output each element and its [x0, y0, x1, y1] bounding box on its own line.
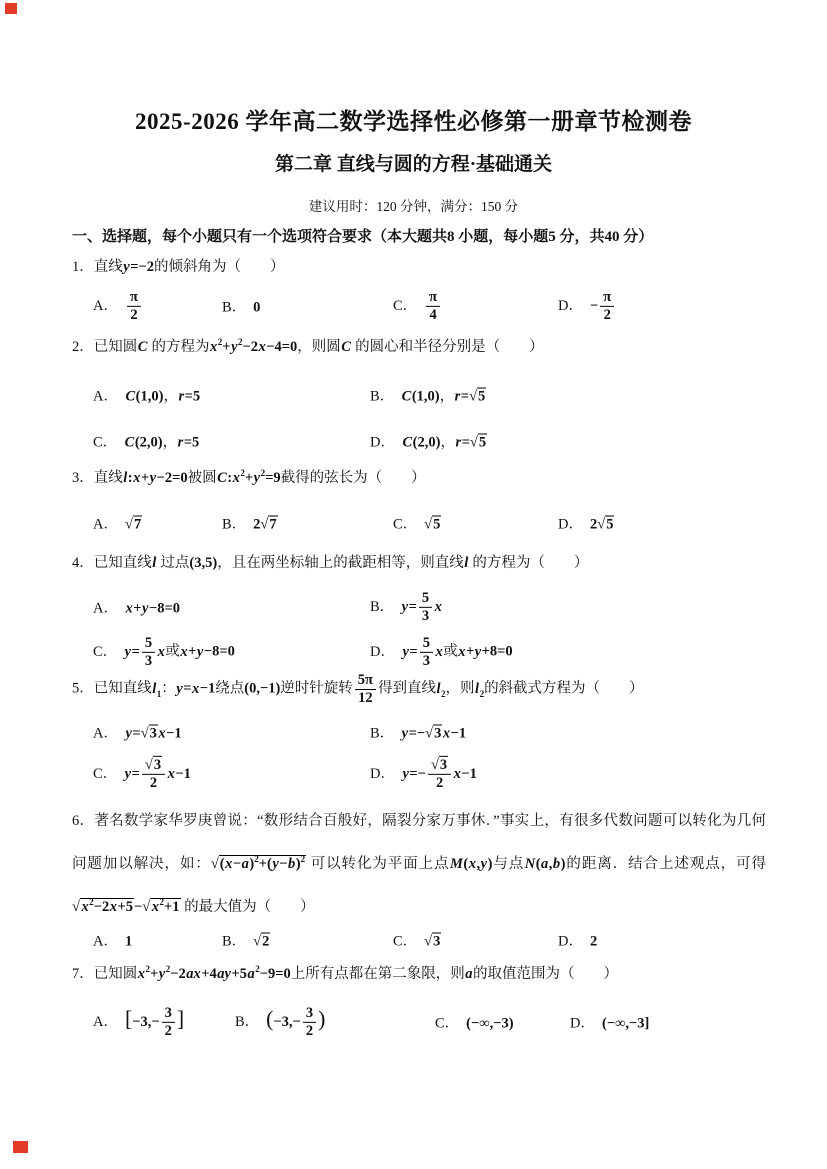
q3-option-c-value: √5 — [424, 516, 441, 533]
q7-option-c: C． (−∞,−3) — [435, 1015, 514, 1032]
q3-option-b: B． 2√7 — [222, 516, 277, 533]
q5-options-row-1 — [0, 714, 827, 750]
q3-option-b-value: 2√7 — [253, 516, 277, 533]
q7-option-d-value: (−∞,−3] — [601, 1015, 650, 1032]
q5-option-a-value: y=√3 x−1 — [125, 725, 182, 742]
question-2-stem: 2．已知圆C 的方程为$x^2+y^2-2x-4=0$，则圆C 的圆心和半径分别是（ ） — [72, 337, 544, 355]
question-6-stem: 6．著名数学家华罗庚曾说：“数形结合百般好，隔裂分家万事休．”事实上，有很多代数问题可以转化为几何问题加以解决，如：$√(x-a)^2+(y-b)^2$ 可以转化为平面上点M(x,y)与点N(a,b)的距离．结合上述观点，可得√ $x^2-2x+5-√$ $x^2+1$ 的最大值为（ ） — [72, 813, 767, 915]
chapter-subtitle: 第二章 直线与圆的方程·基础通关 — [274, 154, 553, 175]
q3-option-a-value: √7 — [124, 516, 142, 533]
question-4-stem: 4．已知直线l 过点(3,5)，且在两坐标轴上的截距相等，则直线l 的方程为（ ） — [72, 555, 589, 571]
q7-option-d: D． (−∞,−3] — [570, 1015, 650, 1032]
q7-options-row — [0, 993, 827, 1051]
q2-option-d: D． C(2,0)，r=√5 — [370, 434, 487, 451]
q2-option-c-value: C(2,0)，r=5 — [124, 434, 200, 451]
q6-option-c: C． √3 — [393, 933, 441, 950]
q6-option-b-value: √2 — [253, 933, 270, 950]
red-corner-mark-top-left — [5, 3, 17, 14]
q5-option-d: D． y=− $\frac{√3}{2}$ x−1 — [370, 756, 477, 791]
red-corner-mark-bottom-left — [13, 1141, 28, 1153]
q2-options-row-1 — [0, 374, 827, 416]
q5-option-c-value: y= $\frac{√3}{2}$ x−1 — [124, 756, 191, 791]
q5-option-d-value: y=− $\frac{√3}{2}$ x−1 — [402, 756, 477, 791]
page-title: 2025-2026 学年高二数学选择性必修第一册章节检测卷 — [135, 109, 692, 134]
q4-option-a: A． x+y−8=0 — [93, 600, 180, 617]
q1-option-b-value: 0 — [253, 299, 261, 316]
q1-option-c-value: $\frac{\pi}{4}$ — [424, 297, 442, 313]
q5-option-b-value: y=−√3 x−1 — [401, 725, 467, 742]
time-score-info: 建议用时：120 分钟，满分：150 分 — [308, 199, 519, 214]
q1-option-c: C． $\frac{\pi}{4}$ — [393, 289, 442, 323]
q6-option-a: A． 1 — [93, 933, 133, 950]
q2-option-b: B． C(1,0)，r=√5 — [370, 388, 486, 405]
q7-option-b-value: (−3,− $\frac{3}{2}$ ) — [266, 1004, 326, 1039]
q6-option-d-value: 2 — [589, 933, 598, 950]
q7-option-a: A． [−3,− $\frac{3}{2}$ ] — [93, 1004, 185, 1039]
q4-option-b-value: y= $\frac{5}{3}$ x — [401, 589, 442, 624]
q3-option-c: C． √5 — [393, 516, 441, 533]
q4-option-a-value: x+y−8=0 — [125, 600, 180, 617]
question-1-stem: 1．直线y=−2的倾斜角为（ ） — [72, 259, 285, 275]
q1-option-a: A． $\frac{\pi}{2}$ — [93, 289, 143, 323]
q1-options-row — [0, 283, 827, 329]
q1-option-d: D． − $\frac{\pi}{2}$ — [558, 289, 616, 323]
q1-option-a-value: $\frac{\pi}{2}$ — [125, 297, 143, 313]
q3-options-row — [0, 505, 827, 541]
q3-option-d: D． 2√5 — [558, 516, 614, 533]
q4-options-row-2 — [0, 628, 827, 676]
q4-option-c: C． y= $\frac{5}{3}$ x或x+y−8=0 — [93, 634, 235, 669]
q2-option-c: C． C(2,0)，r=5 — [93, 434, 200, 451]
q5-option-b: B． y=−√3 x−1 — [370, 725, 467, 742]
q5-option-c: C． y= $\frac{√3}{2}$ x−1 — [93, 756, 191, 791]
q7-option-a-value: [−3,− $\frac{3}{2}$ ] — [124, 1004, 185, 1039]
q6-options-row — [0, 922, 827, 958]
q4-option-c-value: y= $\frac{5}{3}$ x或x+y−8=0 — [124, 634, 235, 669]
q4-option-d-value: y= $\frac{5}{3}$ x或x+y+8=0 — [402, 634, 513, 669]
q6-option-c-value: √3 — [424, 933, 441, 950]
q3-option-d-value: 2√5 — [589, 516, 614, 533]
q2-option-d-value: C(2,0)，r=√5 — [402, 434, 487, 451]
q7-option-c-value: (−∞,−3) — [466, 1015, 514, 1032]
q5-option-a: A． y=√3 x−1 — [93, 725, 182, 742]
q1-option-d-value: − $\frac{\pi}{2}$ — [590, 297, 616, 313]
q4-option-d: D． y= $\frac{5}{3}$ x或x+y+8=0 — [370, 634, 513, 669]
q2-option-a: A． C(1,0)，r=5 — [93, 388, 201, 405]
q4-option-b: B． y= $\frac{5}{3}$ x — [370, 589, 442, 624]
question-3-stem: 3．直线l:x+y−2=0被圆$C:x^2+y^2=9$截得的弦长为（ ） — [72, 468, 426, 486]
q6-option-a-value: 1 — [124, 933, 133, 950]
q2-option-a-value: C(1,0)，r=5 — [125, 388, 201, 405]
q2-option-b-value: C(1,0)，r=√5 — [401, 388, 486, 405]
q2-options-row-2 — [0, 420, 827, 462]
q4-options-row-1 — [0, 583, 827, 631]
q1-option-b: B． 0 — [222, 299, 261, 316]
q3-option-a: A． √7 — [93, 516, 142, 533]
q5-options-row-2 — [0, 748, 827, 800]
q6-option-b: B． √2 — [222, 933, 270, 950]
q7-option-b: B． (−3,− $\frac{3}{2}$ ) — [235, 1004, 326, 1039]
question-5-stem: 5．已知直线$l_1$：y=x−1绕点(0,−1)逆时针旋转 $\frac{5\pi}{12}$ 得到直线$l_2$，则$l_2$的斜截式方程为（ ） — [72, 672, 644, 706]
q6-option-d: D． 2 — [558, 933, 598, 950]
question-7-stem: 7．已知圆$x^2+y^2-2ax+4ay+5a^2-9=0$上所有点都在第二象限，则a的取值范围为（ ） — [72, 964, 618, 982]
section-heading: 一、选择题，每个小题只有一个选项符合要求（本大题共8 小题，每小题5 分，共40 分） — [72, 229, 654, 245]
